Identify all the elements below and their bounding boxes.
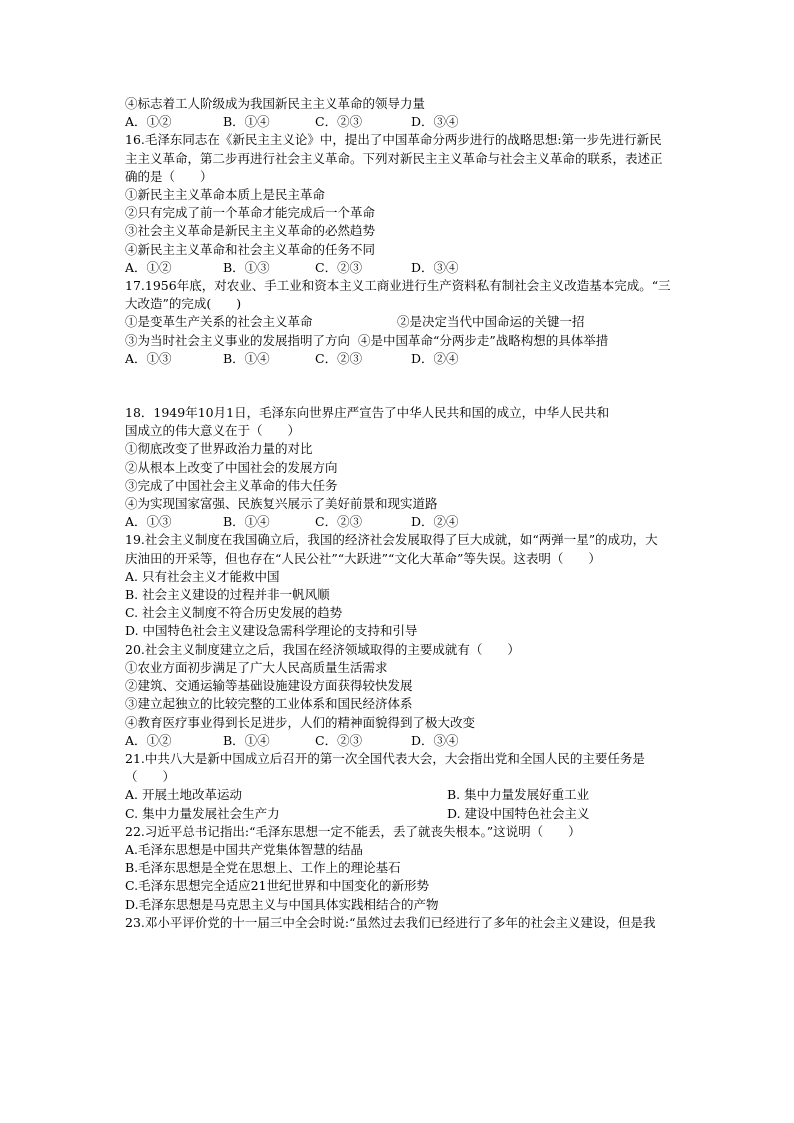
- option-d[interactable]: D．③④: [411, 259, 459, 275]
- q18-stem-line-1: 18．1949年10月1日，毛泽东向世界庄严宣告了中华人民共和国的成立，中华人民共和: [125, 405, 610, 421]
- option-b[interactable]: B．①④: [223, 114, 270, 130]
- q15-item-4: ④标志着工人阶级成为我国新民主主义革命的领导力量: [125, 96, 426, 111]
- q19-option-a[interactable]: A. 只有社会主义才能救中国: [125, 568, 280, 584]
- option-a[interactable]: A．①②: [125, 732, 172, 748]
- q21-stem-line-1: 21.中共八大是新中国成立后召开的第一次全国代表大会，大会指出党和全国人民的主要任务是: [125, 750, 645, 766]
- q16-stem-line-1: 16.毛泽东同志在《新民主主义论》中，提出了中国革命分两步进行的战略思想:第一步先进行新民: [125, 132, 662, 148]
- q17-item-4: ④是中国革命“分两步走”战略构想的具体举措: [357, 332, 609, 348]
- q20-item-2: ②建筑、交通运输等基础设施建设方面获得较快发展: [125, 678, 413, 694]
- q16-options: [125, 259, 685, 277]
- q21-options-row-2: [125, 805, 685, 823]
- q20-options: [125, 732, 685, 750]
- q17-options: [125, 350, 685, 368]
- q20-item-1: ①农业方面初步满足了广大人民高质量生活需求: [125, 659, 388, 675]
- q17-items-row-2: [125, 332, 685, 350]
- q15-options: [125, 113, 685, 131]
- q22-option-c[interactable]: C.毛泽东思想完全适应21世纪世界和中国变化的新形势: [125, 878, 429, 894]
- q17-items-row-1: [125, 313, 685, 331]
- q20-stem-line-1: 20.社会主义制度建立之后，我国在经济领域取得的主要成就有（ ）: [125, 641, 520, 657]
- q16-item-1: ①新民主主义革命本质上是民主革命: [125, 187, 326, 203]
- document-page: [125, 95, 685, 932]
- q19-option-c[interactable]: C. 社会主义制度不符合历史发展的趋势: [125, 605, 343, 621]
- q21-stem-line-2: （ ）: [125, 769, 176, 785]
- option-c[interactable]: C．②③: [315, 259, 363, 275]
- option-a[interactable]: A．①③: [125, 514, 172, 530]
- q16-stem-line-2: 主主义革命，第二步再进行社会主义革命。下列对新民主主义革命与社会主义革命的联系，表述正: [125, 150, 663, 166]
- q22-option-a[interactable]: A.毛泽东思想是中国共产党集体智慧的结晶: [125, 841, 364, 857]
- section-spacer: [125, 368, 685, 404]
- option-c[interactable]: C．②③: [315, 350, 363, 366]
- q19-option-b[interactable]: B. 社会主义建设的过程并非一帆风顺: [125, 587, 330, 603]
- q21-options-row-1: [125, 786, 685, 804]
- option-c[interactable]: C．②③: [315, 514, 363, 530]
- q22-option-d[interactable]: D.毛泽东思想是马克思主义与中国具体实践相结合的产物: [125, 896, 439, 912]
- q18-item-2: ②从根本上改变了中国社会的发展方向: [125, 459, 338, 475]
- q16-stem-line-3: 确的是（ ）: [125, 168, 213, 184]
- q21-option-d[interactable]: D. 建设中国特色社会主义: [447, 805, 590, 821]
- q21-option-c[interactable]: C. 集中力量发展社会生产力: [125, 805, 280, 821]
- q21-option-a[interactable]: A. 开展土地改革运动: [125, 787, 242, 803]
- q18-item-4: ④为实现国家富强、民族复兴展示了美好前景和现实道路: [125, 496, 438, 512]
- option-c[interactable]: C．②③: [315, 114, 363, 130]
- option-c[interactable]: C．②③: [315, 732, 363, 748]
- option-a[interactable]: A．①②: [125, 259, 172, 275]
- q20-item-4: ④教育医疗事业得到长足进步，人们的精神面貌得到了极大改变: [125, 714, 476, 730]
- q19-stem-line-2: 庆油田的开采等，但也存在“人民公社”“大跃进”“文化大革命”等失误。这表明（ ）: [125, 550, 601, 566]
- q22-stem-line-1: 22.习近平总书记指出:“毛泽东思想一定不能丢，丢了就丧失根本。”这说明（ ）: [125, 823, 581, 839]
- q17-item-3: ③为当时社会主义事业的发展指明了方向: [125, 332, 351, 348]
- q16-item-2: ②只有完成了前一个革命才能完成后一个革命: [125, 205, 376, 221]
- option-b[interactable]: B．①④: [223, 732, 270, 748]
- q19-stem-line-1: 19.社会主义制度在我国确立后，我国的经济社会发展取得了巨大成就，如“两弹一星”的成功，大: [125, 532, 658, 548]
- q17-stem-line-1: 17.1956年底，对农业、手工业和资本主义工商业进行生产资料私有制社会主义改造基本完成。“三: [125, 278, 671, 294]
- option-d[interactable]: D．②④: [411, 350, 459, 366]
- option-d[interactable]: D．②④: [411, 514, 459, 530]
- option-a[interactable]: A．①②: [125, 114, 172, 130]
- q16-item-3: ③社会主义革命是新民主主义革命的必然趋势: [125, 223, 376, 239]
- q18-item-1: ①彻底改变了世界政治力量的对比: [125, 441, 313, 457]
- option-b[interactable]: B．①③: [223, 259, 270, 275]
- q23-stem-line-1: 23.邓小平评价党的十一届三中全会时说:“虽然过去我们已经进行了多年的社会主义建设，但是我: [125, 914, 656, 930]
- q18-options: [125, 513, 685, 531]
- q16-item-4: ④新民主主义革命和社会主义革命的任务不同: [125, 241, 376, 257]
- option-a[interactable]: A．①③: [125, 350, 172, 366]
- option-d[interactable]: D．③④: [411, 732, 459, 748]
- option-b[interactable]: B．①④: [223, 350, 270, 366]
- option-d[interactable]: D．③④: [411, 114, 459, 130]
- q20-item-3: ③建立起独立的比较完整的工业体系和国民经济体系: [125, 696, 413, 712]
- q22-option-b[interactable]: B.毛泽东思想是全党在思想上、工作上的理论基石: [125, 860, 401, 876]
- q18-stem-line-2: 国成立的伟大意义在于（ ）: [125, 423, 301, 439]
- q18-item-3: ③完成了中国社会主义革命的伟大任务: [125, 477, 338, 493]
- q17-stem-line-2: 大改造”的完成( ): [125, 296, 242, 312]
- q17-item-2: ②是决定当代中国命运的关键一招: [397, 314, 585, 330]
- q17-item-1: ①是变革生产关系的社会主义革命: [125, 314, 313, 330]
- q21-option-b[interactable]: B. 集中力量发展好重工业: [447, 787, 590, 803]
- q19-option-d[interactable]: D. 中国特色社会主义建设急需科学理论的支持和引导: [125, 623, 418, 639]
- option-b[interactable]: B．①④: [223, 514, 270, 530]
